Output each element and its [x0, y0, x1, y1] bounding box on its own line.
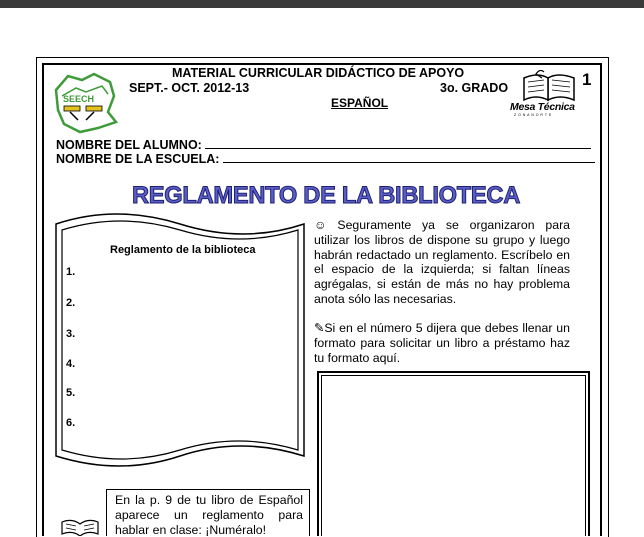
instruction-text-2: Si en el número 5 dijera que debes llenar un formato para solicitar un libro a préstamo haz tu formato aquí. [314, 321, 570, 365]
loan-format-box-inner [321, 375, 586, 536]
rule-number-1: 1. [66, 266, 76, 278]
worksheet-title [126, 176, 526, 212]
note-text: En la p. 9 de tu libro de Español aparece un reglamento para hablar en clase: ¡Numéralo! [115, 493, 303, 537]
school-name-line[interactable] [223, 151, 595, 163]
rule-number-3: 3. [66, 328, 76, 340]
instruction-paragraph-2 [314, 321, 570, 365]
school-name-field [56, 151, 595, 166]
mesa-tecnica-logo [504, 70, 594, 126]
note-box [106, 489, 310, 536]
worksheet-title-text: REGLAMENTO DE LA BIBLIOTECA [132, 182, 520, 209]
instruction-text-1: Seguramente ya se organizaron para utilizar los libros de dispone su grupo y luego habrán redactado un reglamento. Escríbelo en el espacio de la izquierda; si faltan líneas agrégalas, si están de más no hay problema anota sólo las necesarias. [314, 218, 571, 306]
open-book-icon [60, 516, 100, 536]
mesa-tecnica-sub: Z O N A N O R T E [514, 113, 552, 117]
header-title: MATERIAL CURRICULAR DIDÁCTICO DE APOYO [172, 66, 465, 80]
header-period: SEPT.- OCT. 2012-13 [129, 81, 250, 95]
rule-number-4: 4. [66, 358, 76, 370]
instruction-paragraph-1 [314, 218, 570, 307]
rules-list-title: Reglamento de la biblioteca [110, 244, 256, 256]
rule-number-5: 5. [66, 387, 76, 399]
student-name-line[interactable] [205, 137, 591, 149]
header-grade: 3o. GRADO [440, 81, 509, 95]
mesa-tecnica-label: Mesa Técnica [510, 101, 575, 113]
rule-number-2: 2. [66, 297, 76, 309]
student-name-label: NOMBRE DEL ALUMNO: [56, 138, 202, 152]
page-number: 1 [582, 70, 592, 89]
seech-logo [50, 66, 120, 136]
rule-number-6: 6. [66, 417, 76, 429]
school-name-label: NOMBRE DE LA ESCUELA: [56, 152, 220, 166]
smiley-icon: ☺ [314, 218, 327, 232]
header-subject: ESPAÑOL [331, 96, 389, 110]
svg-text:SEECH: SEECH [63, 94, 95, 104]
pencil-icon: ✎ [314, 321, 325, 335]
student-name-field [56, 137, 591, 152]
window-top-bar [0, 0, 644, 8]
